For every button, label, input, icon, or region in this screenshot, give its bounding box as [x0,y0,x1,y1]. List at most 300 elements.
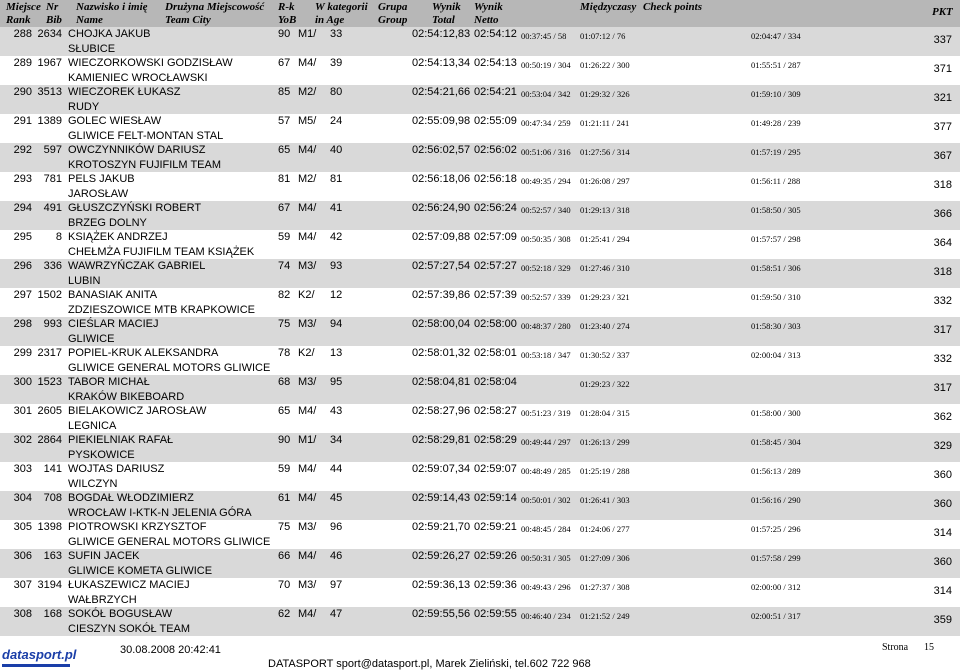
cell-s1: 00:49:44 / 297 [521,437,571,447]
cell-team: WAŁBRZYCH [68,594,137,606]
cell-name: WOJTAS DARIUSZ [68,463,165,475]
cell-pkt: 337 [933,34,952,46]
cell-team: JAROSŁAW [68,188,129,200]
cell-bib: 1502 [37,289,62,301]
cell-name: BANASIAK ANITA [68,289,158,301]
cell-age-total: 02:59:14,43 [412,492,471,504]
datasport-logo: datasport.pl [2,647,77,662]
table-row [0,578,960,607]
page-label: Strona [882,642,909,653]
cell-yob: 85 [278,86,291,98]
table-row [0,491,960,520]
cell-name: CIEŚLAR MACIEJ [68,318,159,330]
cell-age-rank: 81 [330,173,343,185]
cell-s1: 00:52:57 / 340 [521,205,571,215]
cell-s3: 01:57:58 / 299 [751,553,801,563]
cell-name: KSIĄŻEK ANDRZEJ [68,231,168,243]
cell-age-rank: 44 [330,463,343,475]
cell-age-total: 02:59:07,34 [412,463,471,475]
cell-name: PIOTROWSKI KRZYSZTOF [68,521,207,533]
cell-rank: 289 [13,57,32,69]
cell-total: 02:55:09 [474,115,517,127]
cell-age-total: 02:58:27,96 [412,405,471,417]
table-header [0,0,960,27]
cell-name: GOLEC WIESŁAW [68,115,162,127]
cell-cat: M4/ [298,608,317,620]
cell-s1: 00:50:19 / 304 [521,60,571,70]
cell-age-rank: 12 [330,289,343,301]
header-miejsce: Miejsce [6,1,41,13]
cell-pkt: 360 [933,469,952,481]
cell-age-rank: 34 [330,434,343,446]
cell-s1: 00:48:49 / 285 [521,466,571,476]
cell-total: 02:59:21 [474,521,517,533]
cell-age-total: 02:58:00,04 [412,318,471,330]
cell-s3: 01:56:13 / 289 [751,466,801,476]
cell-s3: 02:04:47 / 334 [751,31,801,41]
cell-age-rank: 42 [330,231,343,243]
cell-total: 02:54:21 [474,86,517,98]
cell-cat: M4/ [298,405,317,417]
cell-yob: 62 [278,608,291,620]
cell-bib: 163 [43,550,62,562]
cell-s2: 01:29:32 / 326 [580,89,630,99]
cell-pkt: 359 [933,614,952,626]
cell-bib: 1398 [37,521,62,533]
cell-cat: M4/ [298,57,317,69]
cell-age-rank: 97 [330,579,343,591]
cell-yob: 90 [278,434,291,446]
cell-s2: 01:27:56 / 314 [580,147,630,157]
cell-bib: 781 [43,173,62,185]
cell-cat: M4/ [298,492,317,504]
cell-pkt: 318 [933,179,952,191]
cell-yob: 75 [278,318,291,330]
cell-cat: K2/ [298,347,315,359]
cell-s3: 01:58:51 / 306 [751,263,801,273]
cell-pkt: 317 [933,324,952,336]
cell-s3: 01:58:45 / 304 [751,437,801,447]
header-group: Group [378,14,408,26]
cell-name: ŁUKASZEWICZ MACIEJ [68,579,190,591]
cell-total: 02:59:07 [474,463,517,475]
cell-s2: 01:26:13 / 299 [580,437,630,447]
cell-name: BIELAKOWICZ JAROSŁAW [68,405,207,417]
cell-cat: M3/ [298,579,317,591]
cell-age-rank: 95 [330,376,343,388]
cell-cat: M3/ [298,376,317,388]
cell-s2: 01:27:37 / 308 [580,582,630,592]
cell-pkt: 318 [933,266,952,278]
cell-yob: 81 [278,173,291,185]
cell-bib: 1523 [37,376,62,388]
cell-total: 02:58:27 [474,405,517,417]
cell-rank: 308 [13,608,32,620]
cell-age-rank: 33 [330,28,343,40]
cell-s2: 01:27:46 / 310 [580,263,630,273]
cell-yob: 75 [278,521,291,533]
table-row [0,375,960,404]
table-row [0,346,960,375]
cell-cat: M4/ [298,550,317,562]
cell-rank: 293 [13,173,32,185]
header-rk: R-k [278,1,295,13]
cell-age-total: 02:58:04,81 [412,376,471,388]
cell-total: 02:59:36 [474,579,517,591]
cell-team: BRZEG DOLNY [68,217,147,229]
cell-total: 02:57:09 [474,231,517,243]
cell-s3: 01:55:51 / 287 [751,60,801,70]
table-row [0,230,960,259]
logo-underline [2,664,70,667]
cell-total: 02:59:55 [474,608,517,620]
cell-pkt: 360 [933,556,952,568]
cell-yob: 67 [278,202,291,214]
header-bib: Bib [46,14,62,26]
cell-s1: 00:46:40 / 234 [521,611,571,621]
cell-yob: 65 [278,144,291,156]
cell-age-rank: 96 [330,521,343,533]
cell-s2: 01:21:11 / 241 [580,118,630,128]
cell-total: 02:56:02 [474,144,517,156]
header-wynik-netto: Wynik [474,1,503,13]
cell-age-rank: 13 [330,347,343,359]
contact-line: DATASPORT sport@datasport.pl, Marek Zieliński, tel.602 722 968 [268,658,591,670]
table-row [0,433,960,462]
cell-rank: 304 [13,492,32,504]
cell-age-rank: 47 [330,608,343,620]
cell-total: 02:59:14 [474,492,517,504]
cell-rank: 299 [13,347,32,359]
cell-s1: 00:48:45 / 284 [521,524,571,534]
cell-pkt: 321 [933,92,952,104]
cell-s2: 01:27:09 / 306 [580,553,630,563]
cell-rank: 295 [13,231,32,243]
cell-bib: 3513 [37,86,62,98]
cell-rank: 294 [13,202,32,214]
cell-total: 02:58:04 [474,376,517,388]
cell-s1: 00:49:43 / 296 [521,582,571,592]
header-team-city: Team City [165,14,211,26]
cell-s3: 02:00:51 / 317 [751,611,801,621]
cell-pkt: 377 [933,121,952,133]
cell-age-rank: 94 [330,318,343,330]
cell-s1: 00:51:06 / 316 [521,147,571,157]
cell-bib: 597 [43,144,62,156]
cell-age-total: 02:54:13,34 [412,57,471,69]
header-nr: Nr [46,1,59,13]
cell-total: 02:54:12 [474,28,517,40]
header-pkt: PKT [932,6,953,18]
header-miedzyczasy: Międzyczasy [580,1,637,13]
table-row [0,607,960,636]
cell-s1: 00:50:35 / 308 [521,234,571,244]
cell-age-rank: 43 [330,405,343,417]
cell-s3: 01:58:00 / 300 [751,408,801,418]
cell-cat: M1/ [298,28,317,40]
cell-bib: 8 [55,231,62,243]
cell-rank: 303 [13,463,32,475]
cell-rank: 291 [13,115,32,127]
cell-age-total: 02:57:27,54 [412,260,471,272]
cell-name: WIECZOREK ŁUKASZ [68,86,181,98]
cell-age-total: 02:56:24,90 [412,202,471,214]
table-row [0,317,960,346]
cell-s3: 02:00:04 / 313 [751,350,801,360]
cell-yob: 66 [278,550,291,562]
cell-total: 02:56:18 [474,173,517,185]
cell-team: WILCZYN [68,478,118,490]
cell-age-rank: 24 [330,115,343,127]
cell-team: PYSKOWICE [68,449,135,461]
cell-s3: 01:57:25 / 296 [751,524,801,534]
cell-yob: 59 [278,231,291,243]
cell-rank: 305 [13,521,32,533]
cell-bib: 336 [43,260,62,272]
table-row [0,462,960,491]
table-row [0,404,960,433]
header-grupa: Grupa [378,1,408,13]
header-druzyna: Drużyna Miejscowość [165,1,265,13]
header-rank: Rank [6,14,31,26]
table-row [0,172,960,201]
cell-s3: 01:49:28 / 239 [751,118,801,128]
cell-age-total: 02:55:09,98 [412,115,471,127]
header-check-points: Check points [643,1,702,13]
cell-s2: 01:23:40 / 274 [580,321,630,331]
cell-s2: 01:07:12 / 76 [580,31,626,41]
cell-name: PELS JAKUB [68,173,135,185]
table-row [0,520,960,549]
cell-rank: 296 [13,260,32,272]
cell-team: GLIWICE KOMETA GLIWICE [68,565,213,577]
cell-s2: 01:28:04 / 315 [580,408,630,418]
cell-s3: 02:00:00 / 312 [751,582,801,592]
cell-cat: M1/ [298,434,317,446]
cell-name: WIECZORKOWSKI GODZISŁAW [68,57,233,69]
cell-age-total: 02:54:12,83 [412,28,471,40]
cell-s2: 01:26:41 / 303 [580,495,630,505]
cell-bib: 2864 [37,434,62,446]
cell-age-rank: 93 [330,260,343,272]
cell-pkt: 371 [933,63,952,75]
cell-rank: 306 [13,550,32,562]
cell-team: SŁUBICE [68,43,116,55]
cell-cat: K2/ [298,289,315,301]
cell-s1: 00:50:31 / 305 [521,553,571,563]
cell-s3: 01:59:10 / 309 [751,89,801,99]
cell-bib: 1967 [37,57,62,69]
cell-team: KAMIENIEC WROCŁAWSKI [68,72,208,84]
header-name: Name [76,14,103,26]
cell-s1: 00:53:04 / 342 [521,89,571,99]
cell-age-rank: 46 [330,550,343,562]
cell-pkt: 332 [933,353,952,365]
cell-bib: 3194 [37,579,62,591]
cell-total: 02:58:29 [474,434,517,446]
header-in-age: in Age [315,14,345,26]
cell-cat: M4/ [298,144,317,156]
header-yob: YoB [278,14,297,26]
cell-pkt: 367 [933,150,952,162]
cell-s3: 01:56:16 / 290 [751,495,801,505]
cell-name: TABOR MICHAŁ [68,376,150,388]
cell-age-total: 02:59:55,56 [412,608,471,620]
cell-name: SUFIN JACEK [68,550,140,562]
cell-pkt: 364 [933,237,952,249]
cell-cat: M2/ [298,173,317,185]
cell-total: 02:54:13 [474,57,517,69]
cell-age-rank: 45 [330,492,343,504]
cell-s2: 01:25:41 / 294 [580,234,630,244]
cell-name: GŁUSZCZYŃSKI ROBERT [68,202,202,214]
cell-pkt: 366 [933,208,952,220]
cell-age-rank: 80 [330,86,343,98]
cell-yob: 74 [278,260,291,272]
cell-s1: 00:48:37 / 280 [521,321,571,331]
cell-rank: 297 [13,289,32,301]
cell-s1: 00:52:57 / 339 [521,292,571,302]
cell-bib: 2634 [37,28,62,40]
cell-yob: 57 [278,115,291,127]
cell-total: 02:59:26 [474,550,517,562]
cell-age-total: 02:57:39,86 [412,289,471,301]
table-row [0,549,960,578]
print-timestamp: 30.08.2008 20:42:41 [120,644,221,656]
cell-rank: 298 [13,318,32,330]
cell-bib: 708 [43,492,62,504]
cell-s2: 01:24:06 / 277 [580,524,630,534]
cell-yob: 78 [278,347,291,359]
cell-pkt: 314 [933,585,952,597]
cell-s2: 01:29:23 / 321 [580,292,630,302]
cell-age-rank: 39 [330,57,343,69]
cell-yob: 82 [278,289,291,301]
cell-team: GLIWICE GENERAL MOTORS GLIWICE [68,536,271,548]
cell-team: ZDZIESZOWICE MTB KRAPKOWICE [68,304,256,316]
cell-pkt: 360 [933,498,952,510]
header-total: Total [432,14,455,26]
table-row [0,114,960,143]
cell-bib: 491 [43,202,62,214]
cell-s3: 01:57:19 / 295 [751,147,801,157]
table-row [0,143,960,172]
cell-age-total: 02:59:21,70 [412,521,471,533]
cell-name: WAWRZYŃCZAK GABRIEL [68,260,206,272]
cell-team: GLIWICE [68,333,115,345]
cell-team: KROTOSZYN FUJIFILM TEAM [68,159,221,171]
cell-bib: 141 [43,463,62,475]
table-row [0,201,960,230]
cell-yob: 70 [278,579,291,591]
cell-cat: M3/ [298,521,317,533]
cell-name: POPIEL-KRUK ALEKSANDRA [68,347,219,359]
cell-bib: 2317 [37,347,62,359]
cell-age-total: 02:56:02,57 [412,144,471,156]
cell-bib: 2605 [37,405,62,417]
cell-cat: M2/ [298,86,317,98]
table-row [0,288,960,317]
cell-yob: 59 [278,463,291,475]
header-netto: Netto [474,14,499,26]
cell-rank: 307 [13,579,32,591]
cell-yob: 90 [278,28,291,40]
cell-s1: 00:53:18 / 347 [521,350,571,360]
cell-total: 02:57:39 [474,289,517,301]
cell-name: PIEKIELNIAK RAFAŁ [68,434,174,446]
cell-pkt: 362 [933,411,952,423]
cell-s2: 01:25:19 / 288 [580,466,630,476]
cell-rank: 288 [13,28,32,40]
cell-age-total: 02:56:18,06 [412,173,471,185]
cell-yob: 65 [278,405,291,417]
cell-age-total: 02:58:01,32 [412,347,471,359]
cell-total: 02:57:27 [474,260,517,272]
table-row [0,27,960,56]
cell-yob: 61 [278,492,291,504]
cell-cat: M5/ [298,115,317,127]
cell-s1: 00:51:23 / 319 [521,408,571,418]
cell-bib: 168 [43,608,62,620]
cell-team: KRAKÓW BIKEBOARD [68,391,185,403]
cell-cat: M4/ [298,463,317,475]
cell-s3: 01:58:30 / 303 [751,321,801,331]
cell-name: OWCZYNNIKÓW DARIUSZ [68,144,206,156]
table-row [0,85,960,114]
cell-cat: M3/ [298,260,317,272]
cell-team: RUDY [68,101,100,113]
cell-pkt: 314 [933,527,952,539]
cell-cat: M3/ [298,318,317,330]
cell-age-total: 02:57:09,88 [412,231,471,243]
cell-rank: 290 [13,86,32,98]
cell-rank: 300 [13,376,32,388]
cell-team: GLIWICE GENERAL MOTORS GLIWICE [68,362,271,374]
cell-pkt: 332 [933,295,952,307]
cell-age-rank: 40 [330,144,343,156]
cell-age-total: 02:59:36,13 [412,579,471,591]
cell-team: WROCŁAW I-KTK-N JELENIA GÓRA [68,507,252,519]
cell-s2: 01:30:52 / 337 [580,350,630,360]
cell-s1: 00:50:01 / 302 [521,495,571,505]
cell-yob: 67 [278,57,291,69]
cell-team: LUBIN [68,275,101,287]
cell-age-total: 02:54:21,66 [412,86,471,98]
cell-cat: M4/ [298,231,317,243]
page-number: 15 [924,642,934,653]
cell-rank: 301 [13,405,32,417]
cell-name: CHOJKA JAKUB [68,28,151,40]
cell-s2: 01:29:23 / 322 [580,379,630,389]
cell-s2: 01:21:52 / 249 [580,611,630,621]
cell-age-rank: 41 [330,202,343,214]
cell-s3: 01:56:11 / 288 [751,176,801,186]
cell-s3: 01:58:50 / 305 [751,205,801,215]
cell-rank: 292 [13,144,32,156]
cell-s2: 01:29:13 / 318 [580,205,630,215]
cell-age-total: 02:59:26,27 [412,550,471,562]
cell-total: 02:56:24 [474,202,517,214]
header-wynik-total: Wynik [432,1,461,13]
cell-cat: M4/ [298,202,317,214]
cell-s1: 00:47:34 / 259 [521,118,571,128]
cell-total: 02:58:00 [474,318,517,330]
header-w-kategorii: W kategorii [315,1,368,13]
cell-team: GLIWICE FELT-MONTAN STAL [68,130,224,142]
cell-yob: 68 [278,376,291,388]
cell-bib: 1389 [37,115,62,127]
cell-pkt: 317 [933,382,952,394]
